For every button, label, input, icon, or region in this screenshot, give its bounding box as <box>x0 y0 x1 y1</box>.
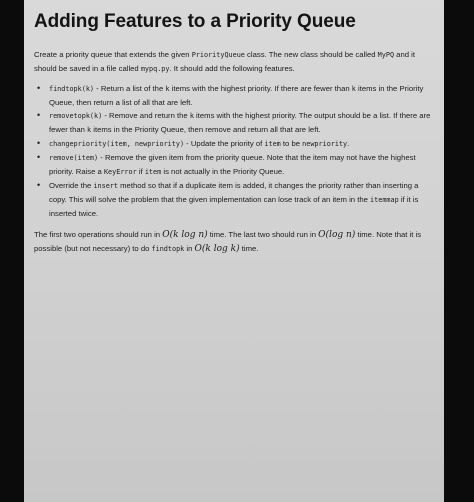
method-signature: findtopk(k) <box>49 85 95 93</box>
intro-text: . It should add the following features. <box>169 64 295 73</box>
inline-code: mypq.py <box>140 65 170 73</box>
complexity-paragraph <box>34 228 436 256</box>
feature-list <box>34 82 436 220</box>
complexity-text: time. <box>239 244 259 253</box>
math-expression: O(log n) <box>318 230 356 240</box>
inline-code: k <box>165 85 170 93</box>
feature-text: Override the <box>49 181 94 190</box>
feature-item-changepriority <box>34 137 436 151</box>
complexity-text: time. Note that it is possible (but not necessary) to do <box>34 230 422 253</box>
feature-text: items with the highest priority. If there are fewer than <box>169 84 352 93</box>
feature-text: method so that if a duplicate item is added, it changes the priority rather than inserting a copy. This will solve the problem that the given implementation can lose track of an item in the <box>49 181 419 204</box>
inline-code: newpriority <box>302 140 348 148</box>
inline-code: k <box>87 126 92 134</box>
inline-code: findtopk <box>151 245 185 253</box>
feature-item-findtopk <box>34 82 436 109</box>
inline-code: item <box>264 140 281 148</box>
method-signature: removetopk(k) <box>49 112 103 120</box>
method-signature: remove(item) <box>49 154 99 162</box>
bullet-icon: • <box>37 83 41 93</box>
feature-text: to be <box>280 139 303 148</box>
inline-code: k <box>189 112 194 120</box>
bullet-icon: • <box>37 110 41 120</box>
inline-code: itemmap <box>370 196 399 204</box>
feature-text: . <box>347 139 350 148</box>
feature-item-override-insert <box>34 179 436 220</box>
feature-text: - Update the priority of <box>184 139 265 148</box>
inline-code: item <box>144 168 162 176</box>
intro-text: and it should be saved in a file called <box>34 50 415 73</box>
page-title: Adding Features to a Priority Queue <box>34 11 356 32</box>
feature-text: items in the Priority Queue, then remove and return all that are left. <box>91 125 321 134</box>
intro-text: Create a priority queue that extends the given <box>34 50 192 59</box>
math-expression: O(k log n) <box>162 230 208 240</box>
inline-code: PriorityQueue <box>191 51 245 59</box>
feature-text: - Return a list of the <box>94 84 166 93</box>
inline-code: MyPQ <box>377 51 395 59</box>
bullet-icon: • <box>37 180 41 190</box>
complexity-text: time. The last two should run in <box>207 230 319 239</box>
math-expression: O(k log k) <box>194 244 240 254</box>
inline-code: k <box>351 85 356 93</box>
intro-paragraph <box>34 48 436 76</box>
feature-item-removetopk <box>34 109 436 137</box>
intro-text: class. The new class should be called <box>244 50 378 59</box>
feature-text: - Remove and return the <box>102 111 190 120</box>
feature-text: items in the Priority Queue, then return a list of all that are left. <box>49 84 424 107</box>
method-signature: changepriority(item, newpriority) <box>49 140 185 148</box>
bullet-icon: • <box>37 152 41 162</box>
feature-text: - Remove the given item from the priority queue. Note that the item may not have the highest priority. Raise a <box>49 153 416 176</box>
feature-text: if it is inserted twice. <box>49 195 419 218</box>
feature-text: items with the highest priority. The output should be a list. If there are fewer than <box>49 111 431 134</box>
complexity-text: in <box>184 244 195 253</box>
inline-code: KeyError <box>103 168 137 176</box>
bullet-icon: • <box>37 138 41 148</box>
feature-text: if <box>136 167 145 176</box>
method-signature: insert <box>93 182 118 190</box>
complexity-text: The first two operations should run in <box>34 230 163 239</box>
feature-item-remove <box>34 151 436 179</box>
document-page <box>24 0 444 502</box>
feature-text: is not actually in the Priority Queue. <box>161 167 285 176</box>
